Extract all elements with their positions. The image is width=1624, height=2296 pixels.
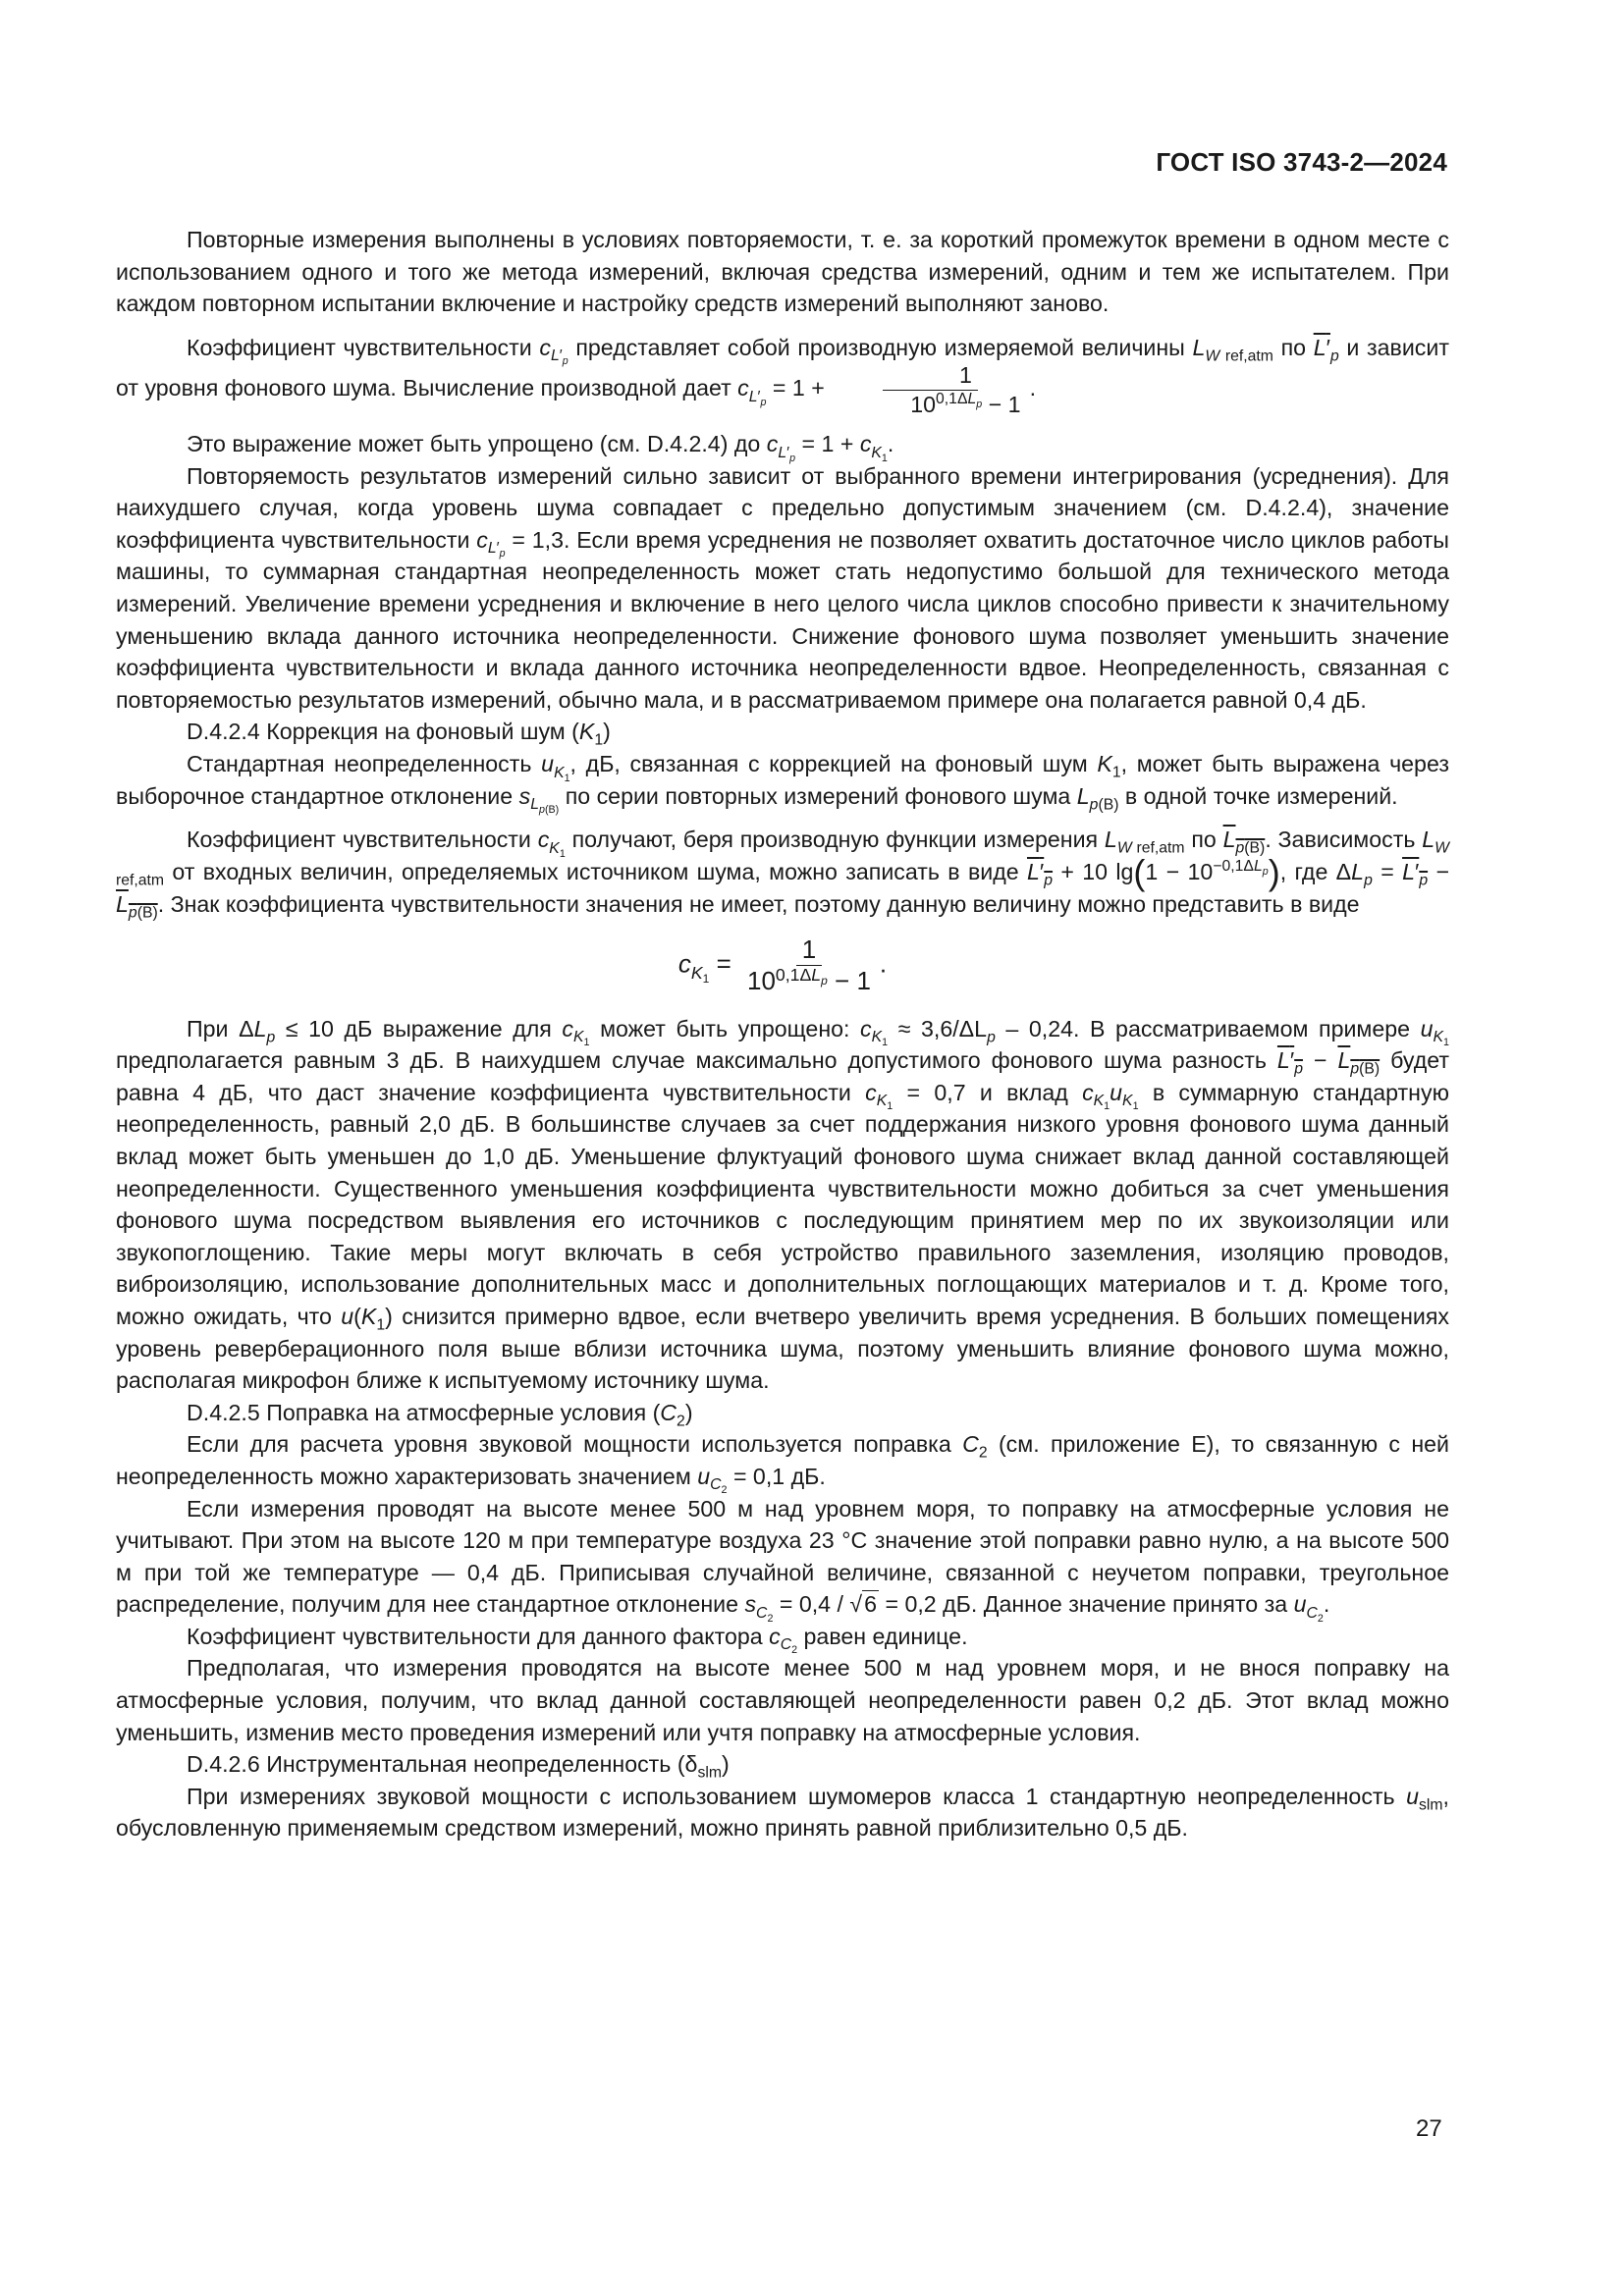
paragraph-altitude: Если измерения проводят на высоте менее 500 м над уровнем моря, то поправку на атмосферные условия не учитывают. При этом на высоте 120 м при температуре воздуха 23 °С значение этой поправки равно нулю, а на высоте 500 м при той же температуре — 0,4 дБ. Приписывая случайной величине, связанной с неучетом поправки, треугольное распределение, получим для нее стандартное отклонение $s_{C_2} = 0,4 / √6 = 0,2$ дБ. Данное значение принято за $u_{C_2}$. (116, 1495, 1449, 1625)
paragraph-background-sensitivity: Коэффициент чувствительности $c_{K_1}$ получают, беря производную функции измерения $L_{W ref,atm}$ по $L_{p(B)}$. Зависимость $L_{W ref,atm}$ от входных величин, определяемых источником шума, можно записать в виде $L'_p + 10$ $\lg(1 - 10^{-0,1\Delta L_p})$, где $\Delta L_p = L'_p - L_{p(B)}$. Знак коэффициента чувствительности значения не имеет, поэтому данную величину можно представить в виде (116, 827, 1450, 922)
paragraph-sensitivity-coefficient: Коэффициент чувствительности $c_{L'_p}$ представляет собой производную измеряемой величины $L_{W ref,atm}$ по $L'_p$ и зависит от уровня фонового шума. Вычисление производной дает $c_{L'_p} = 1$ + $\frac{1}{10^{0,1\Delta L_p} - 1}$ . (116, 334, 1449, 417)
paragraph-atmospheric-correction: Если для расчета уровня звуковой мощности используется поправка $C_2$ (см. приложение Е), то связанную с ней неопределенность можно характеризовать значением $u_{C_2} = 0,1$ дБ. (116, 1431, 1449, 1497)
paragraph-background-reduction: При $\Delta L_p \le 10$ дБ выражение для $c_{K_1}$ может быть упрощено: $c_{K_1} \approx 3,6/\Delta L_p - 0,24$. В рассматриваемом примере $u_{K_1}$ предполагается равным 3 дБ. В наихудшем случае максимально допустимого фонового шума разность $L'_p - L_{p(B)}$ будет равна 4 дБ, что даст значение коэффициента чувствительности $c_{K_1} = 0,7$ и вклад $c_{K_1}u_{K_1}$ в суммарную стандартную неопределенность, равный 2,0 дБ. В большинстве случаев за счет поддержания низкого уровня фонового шума данный вклад может быть уменьшен до 1,0 дБ. Уменьшение флуктуаций фонового шума снижает вклад данной составляющей неопределенности. Существенного уменьшения коэффициента чувствительности можно добиться за счет уменьшения фонового шума посредством выявления его источников с последующим принятием мер по их звукоизоляции или звукопоглощению. Такие меры могут включать в себя устройство правильного заземления, изоляцию проводов, виброизоляцию, использование дополнительных масс и дополнительных поглощающих материалов и т. д. Кроме того, можно ожидать, что $u(K_1)$ снизится примерно вдвое, если вчетверо увеличить время усреднения. В больших помещениях уровень реверберационного поля выше вблизи источника шума, поэтому уменьшить влияние фонового шума можно, располагая микрофон ближе к испытуемому источнику шума. (116, 1015, 1450, 1394)
paragraph-repeatability: Повторные измерения выполнены в условиях повторяемости, т. е. за короткий промежуток времени в одном месте с использованием одного и того же метода измерений, включая средства измерений, одним и тем же испытателем. При каждом повторном испытании включение и настройку средств измерений выполняют заново. (116, 227, 1449, 317)
paragraph-background-uncertainty: Стандартная неопределенность $u_{K_1}$, дБ, связанная с коррекцией на фоновый шум $K_1$, может быть выражена через выборочное стандартное отклонение $s_{L_{p(B)}}$ по серии повторных измерений фонового шума $L_{p(B)}$ в одной точке измерений. (116, 751, 1449, 816)
document-code-header: ГОСТ ISO 3743-2—2024 (1156, 147, 1447, 177)
paragraph-factor-sensitivity: Коэффициент чувствительности для данного фактора $c_{C_2}$ равен единице. (187, 1623, 968, 1657)
paragraph-contribution: Предполагая, что измерения проводятся на высоте менее 500 м над уровнем моря, и не внося поправку на атмосферные условия, получим, что вклад данной составляющей неопределенности равен 0,2 дБ. Этот вклад можно уменьшить, изменив место проведения измерений или учтя поправку на атмосферные условия. (116, 1655, 1449, 1745)
paragraph-integration-time: Повторяемость результатов измерений сильно зависит от выбранного времени интегрирования (усреднения). Для наихудшего случая, когда уровень шума совпадает с предельно допустимым значением (см. D.4.2.4), значение коэффициента чувствительности $c_{L'_p} = 1,3$. Если время усреднения не позволяет охватить достаточное число циклов работы машины, то суммарная стандартная неопределенность может стать недопустимо большой для технического метода измерений. Увеличение времени усреднения и включение в него целого числа циклов способно привести к значительному уменьшению вклада данного источника неопределенности. Снижение фонового шума позволяет уменьшить значение коэффициента чувствительности и вклада данного источника неопределенности вдвое. Неопределенность, связанная с повторяемостью результатов измерений, обычно мала, и в рассматриваемом примере она полагается равной 0,4 дБ. (116, 462, 1449, 713)
section-heading-d425: D.4.2.5 Поправка на атмосферные условия $(C_2)$ (187, 1399, 693, 1430)
page-number: 27 (1416, 2115, 1442, 2142)
section-heading-d426: D.4.2.6 Инструментальная неопределенность $(\delta_{slm})$ (187, 1751, 730, 1782)
page-body (116, 224, 1449, 1844)
derivative-fraction: $\frac{1}{10^{0,1\Delta L_p} - 1}$ (834, 363, 1026, 416)
paragraph-instrument-uncertainty: При измерениях звуковой мощности с использованием шумомеров класса 1 стандартную неопределенность $u_{slm}$, обусловленную применяемым средством измерений, можно принять равной приблизительно 0,5 дБ. (116, 1783, 1449, 1842)
formula-sensitivity-k1: $c_{K_1}$ = $\frac{1}{10^{0,1\Delta L_p} - 1}$ . (677, 934, 888, 996)
paragraph-simplification: Это выражение может быть упрощено (см. D.4.2.4) до $c_{L'_p} = 1 + c_{K_1}$. (187, 431, 894, 464)
section-heading-d424: D.4.2.4 Коррекция на фоновый шум $(K_1)$ (187, 719, 611, 749)
